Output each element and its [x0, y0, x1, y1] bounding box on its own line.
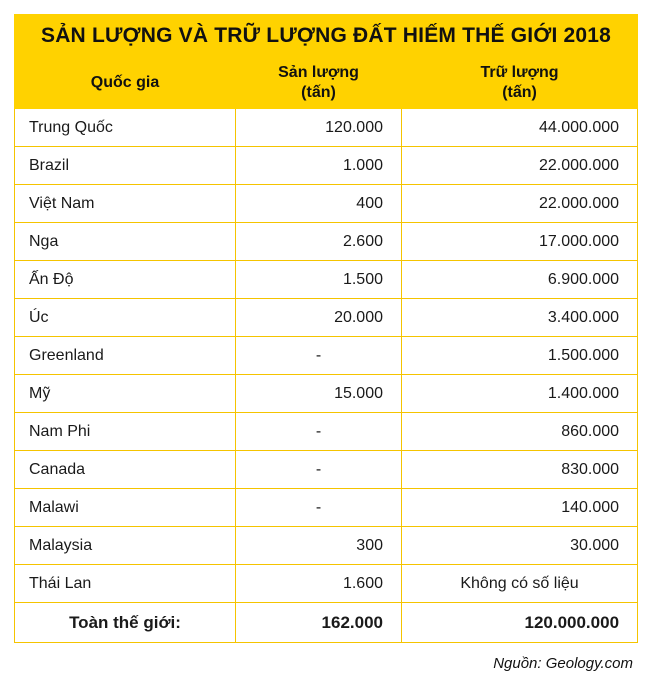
- cell-country: Nga: [15, 223, 236, 261]
- table-header-row: [15, 57, 638, 109]
- cell-country: Nam Phi: [15, 413, 236, 451]
- cell-country: Mỹ: [15, 375, 236, 413]
- cell-country: Úc: [15, 299, 236, 337]
- cell-reserves: Không có số liệu: [402, 565, 638, 603]
- cell-total-reserves: 120.000.000: [402, 603, 638, 643]
- cell-production: -: [236, 451, 402, 489]
- cell-country: Malawi: [15, 489, 236, 527]
- table-row: [15, 337, 638, 375]
- column-header-production-unit: (tấn): [301, 83, 336, 101]
- cell-total-label: Toàn thế giới:: [15, 603, 236, 643]
- cell-country: Thái Lan: [15, 565, 236, 603]
- cell-reserves: 30.000: [402, 527, 638, 565]
- cell-country: Ấn Độ: [15, 261, 236, 299]
- cell-production: 20.000: [236, 299, 402, 337]
- table-row: [15, 527, 638, 565]
- cell-production: 1.500: [236, 261, 402, 299]
- cell-reserves: 1.500.000: [402, 337, 638, 375]
- table-title-row: [15, 15, 638, 57]
- cell-country: Canada: [15, 451, 236, 489]
- table-row: [15, 451, 638, 489]
- cell-reserves: 3.400.000: [402, 299, 638, 337]
- cell-country: Malaysia: [15, 527, 236, 565]
- column-header-production: [236, 57, 402, 109]
- cell-reserves: 22.000.000: [402, 147, 638, 185]
- column-header-country-label: Quốc gia: [90, 73, 160, 91]
- cell-production: 400: [236, 185, 402, 223]
- column-header-country: [15, 57, 236, 109]
- table-row: [15, 299, 638, 337]
- cell-country: Greenland: [15, 337, 236, 375]
- table-row: [15, 413, 638, 451]
- table-row: [15, 375, 638, 413]
- table-row: [15, 489, 638, 527]
- cell-production: -: [236, 337, 402, 375]
- cell-country: Trung Quốc: [15, 109, 236, 147]
- cell-reserves: 22.000.000: [402, 185, 638, 223]
- cell-production: 15.000: [236, 375, 402, 413]
- cell-reserves: 860.000: [402, 413, 638, 451]
- column-header-reserves: [402, 57, 638, 109]
- cell-reserves: 140.000: [402, 489, 638, 527]
- cell-country: Việt Nam: [15, 185, 236, 223]
- cell-production: -: [236, 413, 402, 451]
- column-header-reserves-unit: (tấn): [502, 83, 537, 101]
- table-row: [15, 147, 638, 185]
- cell-production: -: [236, 489, 402, 527]
- cell-production: 300: [236, 527, 402, 565]
- cell-production: 1.600: [236, 565, 402, 603]
- cell-reserves: 44.000.000: [402, 109, 638, 147]
- cell-reserves: 6.900.000: [402, 261, 638, 299]
- column-header-reserves-label: Trữ lượng: [480, 63, 559, 81]
- cell-total-production: 162.000: [236, 603, 402, 643]
- cell-production: 2.600: [236, 223, 402, 261]
- page-title: SẢN LƯỢNG VÀ TRỮ LƯỢNG ĐẤT HIẾM THẾ GIỚI 2018: [15, 15, 638, 57]
- table-row: [15, 109, 638, 147]
- column-header-production-label: Sản lượng: [278, 63, 359, 81]
- table-row: [15, 185, 638, 223]
- cell-country: Brazil: [15, 147, 236, 185]
- table-row: [15, 565, 638, 603]
- source-note: Nguồn: Geology.com: [493, 655, 633, 672]
- rare-earth-table: [14, 14, 638, 643]
- cell-reserves: 830.000: [402, 451, 638, 489]
- cell-production: 1.000: [236, 147, 402, 185]
- table-total-row: [15, 603, 638, 643]
- table-row: [15, 223, 638, 261]
- table-row: [15, 261, 638, 299]
- cell-reserves: 1.400.000: [402, 375, 638, 413]
- cell-reserves: 17.000.000: [402, 223, 638, 261]
- cell-production: 120.000: [236, 109, 402, 147]
